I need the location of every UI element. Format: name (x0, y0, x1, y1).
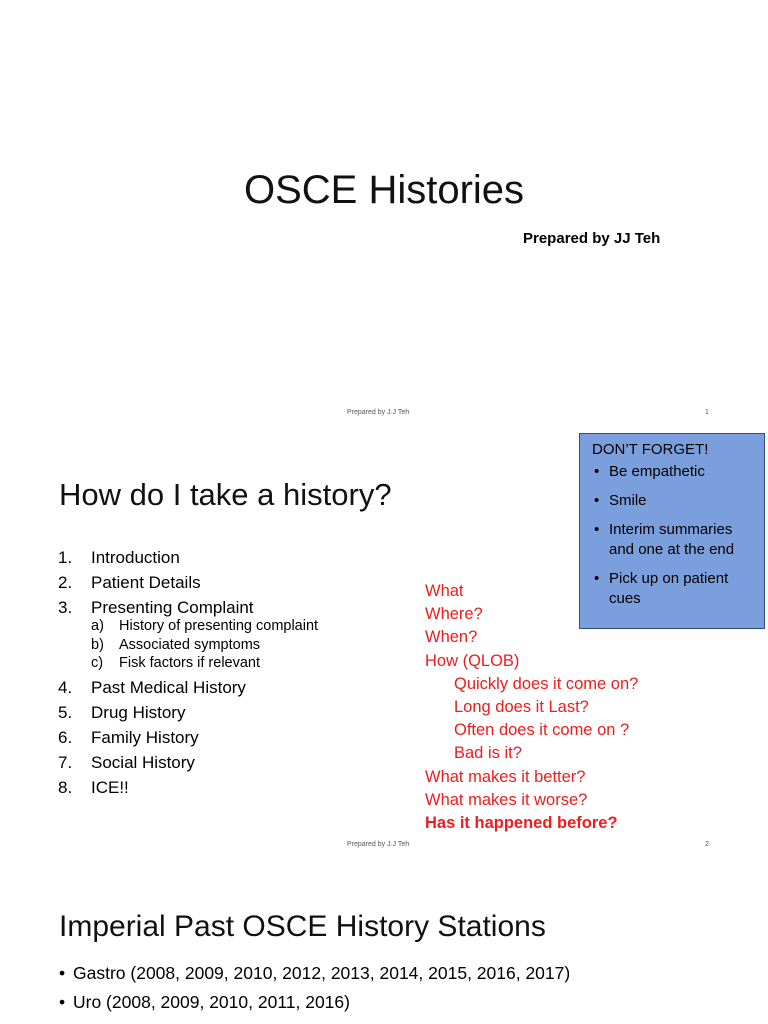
callout-heading: DON’T FORGET! (592, 441, 709, 458)
callout-item-label: Be empathetic (609, 463, 705, 480)
bullet: • (59, 992, 66, 1012)
sub-list-letter: c) (91, 655, 104, 671)
question-line-emphasis: Has it happened before? (425, 814, 618, 833)
question-line: Quickly does it come on? (454, 674, 639, 693)
list-item-label: Drug History (91, 702, 186, 722)
callout-item (592, 462, 756, 482)
slide-footer: Prepared by J.J Teh (347, 409, 410, 416)
question-line: Long does it Last? (454, 698, 589, 717)
question-line: How (QLOB) (425, 651, 520, 670)
dont-forget-callout (579, 433, 765, 629)
sub-list-item (91, 617, 318, 636)
question-line: Often does it come on ? (454, 721, 630, 740)
list-item (58, 700, 318, 725)
slide-footer: Prepared by J.J Teh (347, 841, 410, 848)
list-item-label: Presenting Complaint (91, 598, 254, 617)
history-steps-list (58, 545, 318, 800)
slide-3 (0, 855, 768, 1024)
bullet: • (594, 492, 600, 509)
list-item (59, 988, 570, 1017)
list-item-label: Uro (2008, 2009, 2010, 2011, 2016) (73, 992, 350, 1012)
slide-1 (0, 0, 768, 427)
question-line: What makes it better? (425, 767, 586, 786)
list-number: 1. (58, 548, 73, 567)
slide-subtitle: Prepared by JJ Teh (523, 230, 661, 247)
bullet: • (594, 570, 600, 587)
sub-list-item (91, 636, 318, 655)
sub-list-label: Fisk factors if relevant (119, 655, 261, 671)
callout-list (592, 462, 756, 609)
list-item-label: ICE!! (91, 777, 129, 797)
sub-list-label: History of presenting complaint (119, 618, 319, 634)
list-item-label: Gastro (2008, 2009, 2010, 2012, 2013, 2014, 2015, 2016, 2017) (73, 963, 571, 983)
bullet: • (594, 463, 600, 480)
list-item (58, 775, 318, 800)
list-item (58, 595, 318, 673)
list-item-label: Introduction (91, 548, 180, 567)
bullet: • (59, 963, 66, 983)
question-line: Bad is it? (454, 744, 522, 763)
presenting-complaint-sublist (91, 617, 318, 673)
list-number: 3. (58, 598, 73, 617)
list-item-label: Family History (91, 727, 199, 747)
callout-item (592, 491, 756, 511)
bullet: • (594, 521, 600, 538)
sub-list-label: Associated symptoms (119, 636, 261, 653)
slide-title: Imperial Past OSCE History Stations (59, 910, 546, 943)
question-line: Where? (425, 605, 483, 624)
sub-list-letter: b) (91, 636, 104, 653)
question-line: What makes it worse? (425, 790, 588, 809)
question-line: When? (425, 628, 478, 647)
list-item-label: Social History (91, 752, 195, 772)
list-item (58, 725, 318, 750)
callout-item (592, 569, 759, 609)
list-number: 8. (58, 777, 73, 797)
list-number: 2. (58, 573, 73, 592)
list-item-label: Past Medical History (91, 677, 246, 697)
list-number: 7. (58, 752, 73, 772)
page-number: 1 (705, 409, 709, 416)
callout-item (592, 520, 759, 560)
slide-title: How do I take a history? (59, 477, 392, 512)
callout-item-label: Pick up on patient cues (609, 570, 729, 607)
list-number: 6. (58, 727, 73, 747)
list-item-label: Patient Details (91, 573, 201, 592)
list-number: 4. (58, 677, 73, 697)
list-item (58, 570, 318, 595)
page-number: 2 (705, 841, 709, 848)
list-item (58, 750, 318, 775)
sub-list-letter: a) (91, 618, 104, 634)
list-item (58, 545, 318, 570)
callout-item-label: Smile (609, 492, 647, 509)
list-item (58, 675, 318, 700)
slide-title: OSCE Histories (243, 168, 525, 212)
list-item (59, 959, 570, 988)
list-number: 5. (58, 702, 73, 722)
sub-list-item (91, 654, 318, 673)
history-stations-list (59, 959, 570, 1017)
slide-2 (0, 427, 768, 855)
callout-item-label: Interim summaries and one at the end (609, 521, 735, 558)
question-line: What (425, 582, 464, 600)
